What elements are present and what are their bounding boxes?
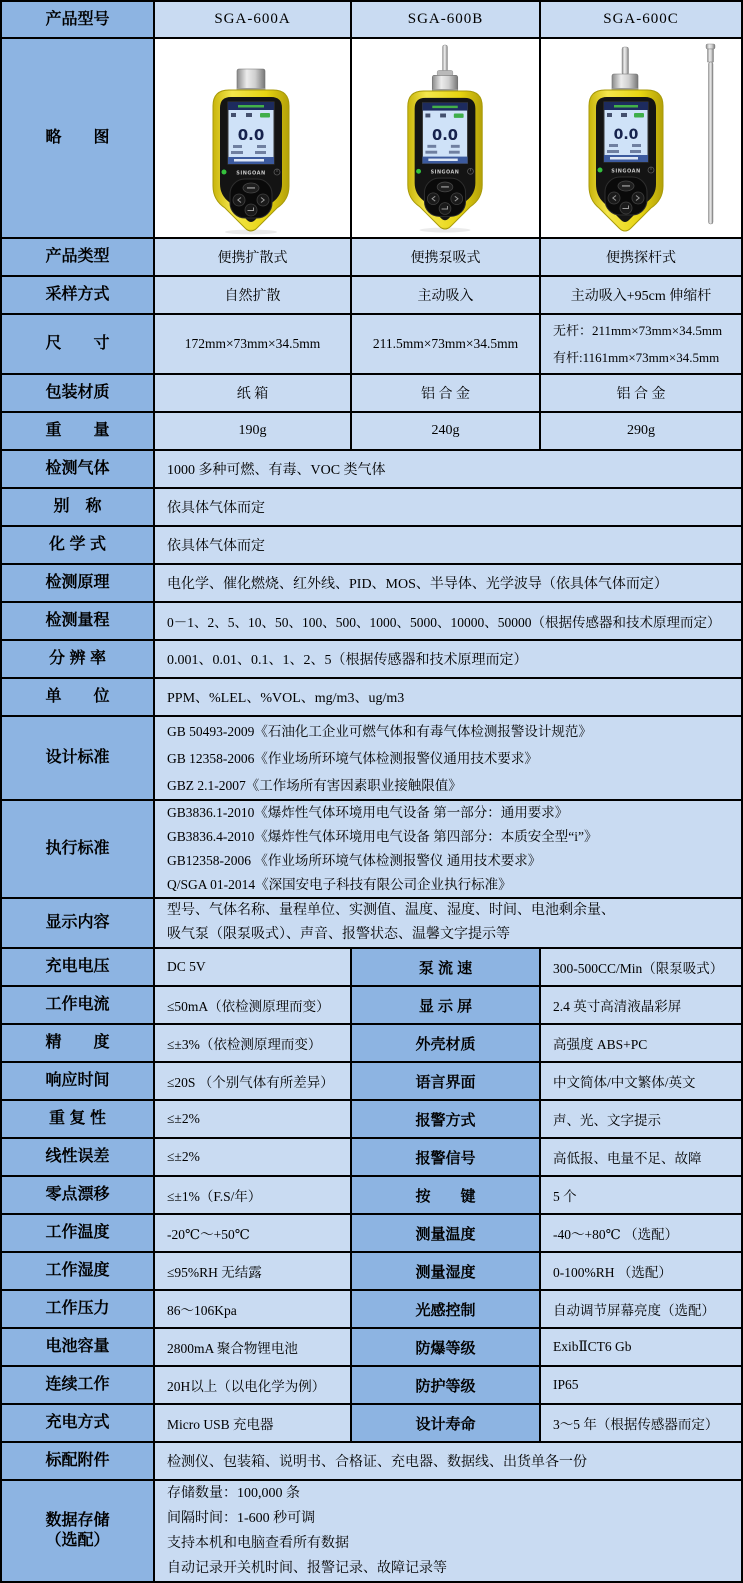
value-a: 纸 箱 [153,375,350,411]
screen-reading: 0.0 [237,126,265,144]
row-label-right: 语言界面 [350,1063,539,1099]
row-value-right: 2.4 英寸高清液晶彩屏 [539,987,741,1023]
row-value: 检测仪、包装箱、说明书、合格证、充电器、数据线、出货单各一份 [153,1443,741,1479]
product-image-cell-b [350,39,539,237]
row-value-right: 声、光、文字提示 [539,1101,741,1137]
storage-line: 支持本机和电脑查看所有数据 [167,1536,349,1551]
standard-line: GB3836.4-2010《爆炸性气体环境用电气设备 第四部分：本质安全型“i”》 [167,829,598,844]
row-label: 设计标准 [2,717,153,799]
row-alias [2,487,741,525]
row-value-left: 86～106Kpa [153,1291,350,1327]
row-label-left: 零点漂移 [2,1177,153,1213]
model-name-sga-600c: SGA-600C [539,2,741,37]
keypad [230,179,272,218]
device-image-sga-600a [154,39,351,237]
row-value: 电化学、催化燃烧、红外线、PID、MOS、半导体、光学波导（依具体气体而定） [153,565,741,601]
led-indicator [416,169,421,174]
row-weight [2,411,741,449]
row-value-right: 300-500CC/Min（限泵吸式） [539,949,741,985]
row-value-left: ≤±2% [153,1101,350,1137]
row-chemical-formula [2,525,741,563]
row-label: 尺 寸 [2,315,153,373]
value-c: 主动吸入+95cm 伸缩杆 [539,277,741,313]
row-label-right: 设计寿命 [350,1405,539,1441]
row-charge-voltage-pump-flow [2,947,741,985]
row-value-left: ≤±2% [153,1139,350,1175]
value-b: 240g [350,413,539,449]
row-value-right: 中文简体/中文繁体/英文 [539,1063,741,1099]
row-label: 检测量程 [2,603,153,639]
row-dimensions [2,313,741,373]
dimension-line-without-rod: 无杆：211mm×73mm×34.5mm [553,323,723,338]
row-label: 检测原理 [2,565,153,601]
row-value: PPM、%LEL、%VOL、mg/m3、ug/m3 [153,679,741,715]
row-value: 依具体气体而定 [153,527,741,563]
row-label: 化 学 式 [2,527,153,563]
row-label-left: 工作温度 [2,1215,153,1251]
header-row [2,2,741,37]
storage-label-line2: （选配） [45,1532,110,1549]
row-label: 包装材质 [2,375,153,411]
lcd-screen [604,102,648,162]
row-executive-standards [2,799,741,897]
brand-label: SINGOAN [236,170,266,177]
header-label: 产品型号 [2,2,153,37]
row-charge-method-design-life [2,1403,741,1441]
row-label-left: 响应时间 [2,1063,153,1099]
row-resolution [2,639,741,677]
row-value: 1000 多种可燃、有毒、VOC 类气体 [153,451,741,487]
row-linearity-alarm-signal [2,1137,741,1175]
value-b: 铝 合 金 [350,375,539,411]
row-label-right: 泵 流 速 [350,949,539,985]
row-product-type [2,237,741,275]
row-label-left: 精 度 [2,1025,153,1061]
sketch-row [2,37,741,237]
lcd-screen [422,103,467,164]
row-value-left: ≤50mA（依检测原理而变） [153,987,350,1023]
row-working-pressure-light-control [2,1289,741,1327]
brand-label: SINGOAN [430,169,460,176]
product-image-cell-a [153,39,350,237]
row-value-left: DC 5V [153,949,350,985]
row-label-right: 防爆等级 [350,1329,539,1365]
row-label: 产品类型 [2,239,153,275]
row-value [153,1481,741,1581]
row-value-left: Micro USB 充电器 [153,1405,350,1441]
row-label: 采样方式 [2,277,153,313]
row-label-left: 工作湿度 [2,1253,153,1289]
row-accuracy-housing [2,1023,741,1061]
row-value-left: ≤±1%（F.S/年） [153,1177,350,1213]
model-name-sga-600b: SGA-600B [350,2,539,37]
value-a: 自然扩散 [153,277,350,313]
row-label: 显示内容 [2,899,153,947]
row-units [2,677,741,715]
inlet-tube [622,47,629,75]
row-response-time-language [2,1061,741,1099]
row-label: 单 位 [2,679,153,715]
lcd-screen [228,102,274,164]
row-continuous-work-protection [2,1365,741,1403]
standard-line: GB3836.1-2010《爆炸性气体环境用电气设备 第一部分：通用要求》 [167,805,569,820]
row-value: 0.001、0.01、0.1、1、2、5（根据传感器和技术原理而定） [153,641,741,677]
row-label-left: 电池容量 [2,1329,153,1365]
row-value-right: 高强度 ABS+PC [539,1025,741,1061]
display-content-line: 型号、气体名称、量程单位、实测值、温度、湿度、时间、电池剩余量、 [167,903,615,918]
sensor-cap [612,74,638,92]
row-label-left: 充电方式 [2,1405,153,1441]
standard-line: Q/SGA 01-2014《深国安电子科技有限公司企业执行标准》 [167,877,512,892]
display-content-line: 吸气泵（限泵吸式）、声音、报警状态、温馨文字提示等 [167,927,510,942]
model-name-sga-600a: SGA-600A [153,2,350,37]
row-label: 重 量 [2,413,153,449]
row-battery-explosion-proof [2,1327,741,1365]
storage-line: 存储数量：100,000 条 [167,1486,300,1501]
value-b: 便携泵吸式 [350,239,539,275]
value-b: 主动吸入 [350,277,539,313]
standard-line: GB12358-2006 《作业场所环境气体检测报警仪 通用技术要求》 [167,853,542,868]
row-label-left: 重 复 性 [2,1101,153,1137]
row-value-right: 自动调节屏幕亮度（选配） [539,1291,741,1327]
keypad [424,178,465,216]
row-value [153,899,741,947]
row-detection-range [2,601,741,639]
brand-label: SINGOAN [611,168,641,175]
row-value-right: 5 个 [539,1177,741,1213]
value-c: 290g [539,413,741,449]
row-data-storage [2,1479,741,1581]
led-indicator [598,168,603,173]
row-label-right: 报警信号 [350,1139,539,1175]
row-value [153,801,741,897]
row-label-right: 测量湿度 [350,1253,539,1289]
row-value [153,717,741,799]
row-value-left: 20H以上（以电化学为例） [153,1367,350,1403]
row-label-right: 按 键 [350,1177,539,1213]
standard-line: GBZ 2.1-2007《工作场所有害因素职业接触限值》 [167,777,462,793]
storage-label-line1: 数据存储 [45,1512,110,1529]
row-display-content [2,897,741,947]
row-working-current-display [2,985,741,1023]
row-value-left: ≤95%RH 无结露 [153,1253,350,1289]
row-value-left: ≤±3%（依检测原理而变） [153,1025,350,1061]
value-c [539,315,741,373]
row-repeatability-alarm-mode [2,1099,741,1137]
row-label-left: 连续工作 [2,1367,153,1403]
storage-line: 自动记录开关机时间、报警记录、故障记录等 [167,1561,447,1576]
row-label: 检测气体 [2,451,153,487]
row-label-right: 光感控制 [350,1291,539,1327]
row-value-left: ≤20S （个别气体有所差异） [153,1063,350,1099]
row-label-right: 报警方式 [350,1101,539,1137]
value-c: 铝 合 金 [539,375,741,411]
sensor-cap [432,75,457,93]
row-working-humidity-measure-humidity [2,1251,741,1289]
device-image-sga-600b [351,39,540,237]
row-value-left: -20℃～+50℃ [153,1215,350,1251]
row-label-right: 测量温度 [350,1215,539,1251]
row-value-right: -40～+80℃ （选配） [539,1215,741,1251]
row-label [2,1481,153,1581]
telescopic-rod [706,44,715,224]
row-value-right: ExibⅡCT6 Gb [539,1329,741,1365]
row-label: 分 辨 率 [2,641,153,677]
standard-line: GB 50493-2009《石油化工企业可燃气体和有毒气体检测报警设计规范》 [167,723,592,739]
row-value-right: 0-100%RH （选配） [539,1253,741,1289]
row-label-left: 工作电流 [2,987,153,1023]
row-working-temp-measure-temp [2,1213,741,1251]
battery-icon [260,113,270,118]
battery-icon [454,114,464,118]
product-image-cell-c [539,39,741,237]
row-value: 依具体气体而定 [153,489,741,525]
row-value-right: 3～5 年（根据传感器而定） [539,1405,741,1441]
row-label-left: 工作压力 [2,1291,153,1327]
row-zero-drift-buttons [2,1175,741,1213]
sensor-cap [237,69,265,92]
row-label-right: 显 示 屏 [350,987,539,1023]
row-label-right: 防护等级 [350,1367,539,1403]
row-sampling-method [2,275,741,313]
screen-reading: 0.0 [432,126,459,144]
row-value: 0－1、2、5、10、50、100、500、1000、5000、10000、50000（根据传感器和技术原理而定） [153,603,741,639]
row-label: 标配附件 [2,1443,153,1479]
screen-reading: 0.0 [613,127,639,143]
row-detection-principle [2,563,741,601]
row-label: 别 称 [2,489,153,525]
value-a: 190g [153,413,350,449]
device-image-sga-600c [542,39,740,237]
value-b: 211.5mm×73mm×34.5mm [350,315,539,373]
row-design-standards [2,715,741,799]
sketch-label: 略 图 [2,39,153,237]
keypad [605,177,647,215]
value-a: 172mm×73mm×34.5mm [153,315,350,373]
row-standard-accessories [2,1441,741,1479]
row-value-right: IP65 [539,1367,741,1403]
row-label-left: 线性误差 [2,1139,153,1175]
row-value-left: 2800mA 聚合物锂电池 [153,1329,350,1365]
standard-line: GB 12358-2006《作业场所环境气体检测报警仪通用技术要求》 [167,750,538,766]
row-packaging [2,373,741,411]
pump-probe [437,45,453,76]
led-indicator [222,170,227,175]
row-value-right: 高低报、电量不足、故障 [539,1139,741,1175]
dimension-line-with-rod: 有杆:1161mm×73mm×34.5mm [553,350,720,365]
row-label: 执行标准 [2,801,153,897]
row-label-left: 充电电压 [2,949,153,985]
battery-icon [634,113,644,118]
storage-line: 间隔时间：1-600 秒可调 [167,1511,316,1526]
value-a: 便携扩散式 [153,239,350,275]
row-label-right: 外壳材质 [350,1025,539,1061]
row-detected-gases [2,449,741,487]
value-c: 便携探杆式 [539,239,741,275]
